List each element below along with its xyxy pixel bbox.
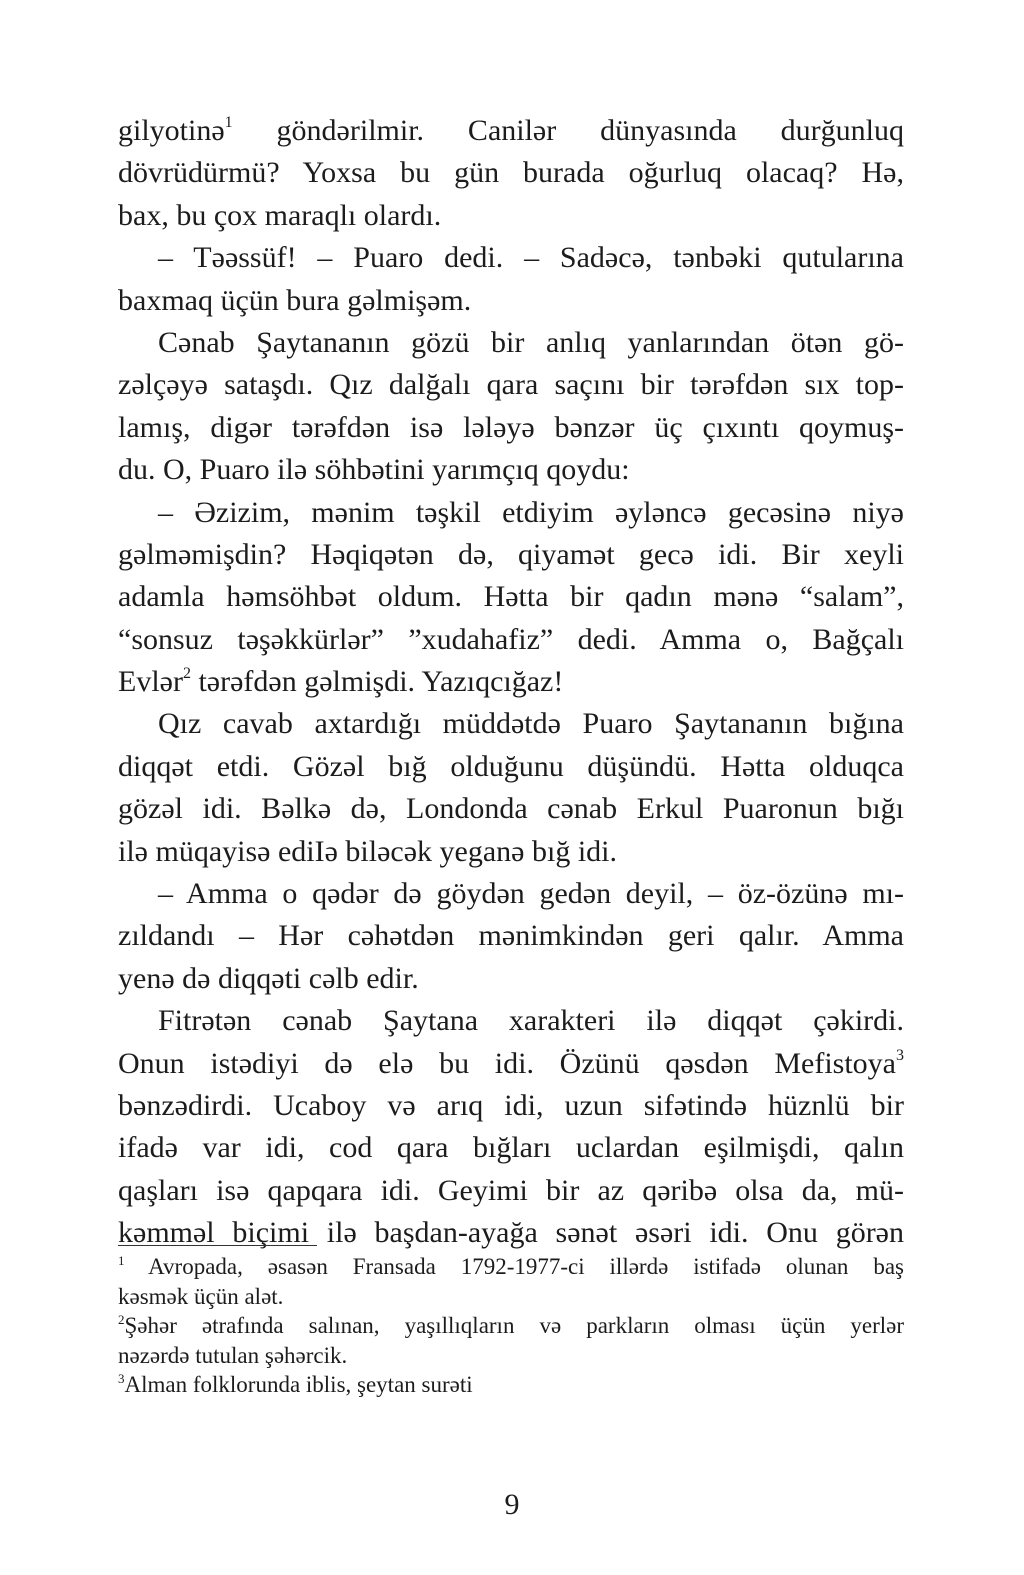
footnote-2-cont: nəzərdə tutulan şəhərcik.: [118, 1342, 348, 1368]
text-line: dövrüdürmü? Yoxsa bu gün burada oğurluq olacaq? Hə,: [118, 156, 904, 190]
text-line: gözəl idi. Bəlkə də, Londonda cənab Erkul Puaronun bığı: [118, 792, 904, 826]
footnote-number: 2: [118, 1312, 125, 1327]
footnote-ref: 1: [224, 114, 233, 131]
text-line: diqqət etdi. Gözəl bığ olduğunu düşündü. Hətta olduqca: [118, 749, 904, 783]
footnote-2: $^2$Şəhər ətrafında salınan, yaşıllıqların və parkların olması üçün yerlər: [118, 1312, 904, 1338]
footnote-ref: 2: [182, 665, 191, 683]
page-number: 9: [504, 1488, 520, 1521]
text-line: zəlçəyə sataşdı. Qız dalğalı qara saçını bir tərəfdən sıx top-: [118, 368, 904, 402]
text-line: qaşları isə qapqara idi. Geyimi bir az qəribə olsa da, mü-: [118, 1173, 904, 1207]
text-line: gəlməmişdin? Həqiqətən də, qiyamət gecə idi. Bir xeyli: [118, 537, 904, 571]
text-line: Qız cavab axtardığı müddətdə Puaro Şaytananın bığına: [158, 707, 904, 741]
text-line: ilə müqayisə ediIə biləcək yeganə bığ idi.: [118, 834, 617, 868]
text-line: kəmməl biçimi ilə başdan-ayağa sənət əsəri idi. Onu görən: [118, 1216, 904, 1250]
text-line: Cənab Şaytananın gözü bir anlıq yanlarından ötən gö-: [158, 325, 904, 359]
text-line: baxmaq üçün bura gəlmişəm.: [118, 283, 472, 317]
footnote-3: $^3$Alman folklorunda iblis, şeytan surəti: [118, 1371, 473, 1397]
text-line: “sonsuz təşəkkürlər” ”xudahafiz” dedi. Amma o, Bağçalı: [118, 622, 904, 656]
footnote-number: 3: [118, 1371, 125, 1386]
footnote-1: $^1$ Avropada, əsasən Fransada 1792-1977-ci illərdə istifadə olunan baş: [118, 1253, 904, 1279]
text-line: – Amma o qədər də göydən gedən deyil, – öz-özünə mı-: [158, 877, 904, 911]
text-line: Evlər$^2$ tərəfdən gəlmişdi. Yazıqcığaz!: [118, 665, 564, 699]
text-line: ifadə var idi, cod qara bığları uclardan eşilmişdi, qalın: [118, 1131, 904, 1165]
footnote-number: 1: [118, 1253, 125, 1268]
text-line: adamla həmsöhbət oldum. Hətta bir qadın mənə “salam”,: [118, 580, 904, 614]
body-text: [118, 110, 904, 1255]
text-line: gilyotinə$^1$ göndərilmir. Canilər dünyasında durğunluq: [118, 114, 904, 147]
text-line: lamış, digər tərəfdən isə lələyə bənzər üç çıxıntı qoymuş-: [118, 410, 904, 444]
text-line: – Əzizim, mənim təşkil etdiyim əyləncə gecəsinə niyə: [158, 495, 904, 529]
text-line: bənzədirdi. Ucaboy və arıq idi, uzun sifətində hüznlü bir: [118, 1088, 904, 1122]
footnote-1-cont: kəsmək üçün alət.: [118, 1283, 284, 1309]
text-line: Fitrətən cənab Şaytana xarakteri ilə diqqət çəkirdi.: [158, 1004, 904, 1038]
text-line: du. O, Puaro ilə söhbətini yarımçıq qoydu:: [118, 453, 630, 487]
footnote-ref: 3: [896, 1046, 904, 1064]
text-line: bax, bu çox maraqlı olardı.: [118, 198, 442, 232]
footnotes: [118, 1252, 904, 1400]
text-line: zıldandı – Hər cəhətdən mənimkindən geri qalır. Amma: [118, 919, 904, 953]
text-line: – Təəssüf! – Puaro dedi. – Sadəcə, tənbəki qutularına: [158, 241, 904, 275]
footnote-divider: [118, 1245, 317, 1246]
text-line: yenə də diqqəti cəlb edir.: [118, 961, 419, 995]
text-line: Onun istədiyi də elə bu idi. Özünü qəsdən Mefistoya$^3$: [118, 1046, 904, 1080]
